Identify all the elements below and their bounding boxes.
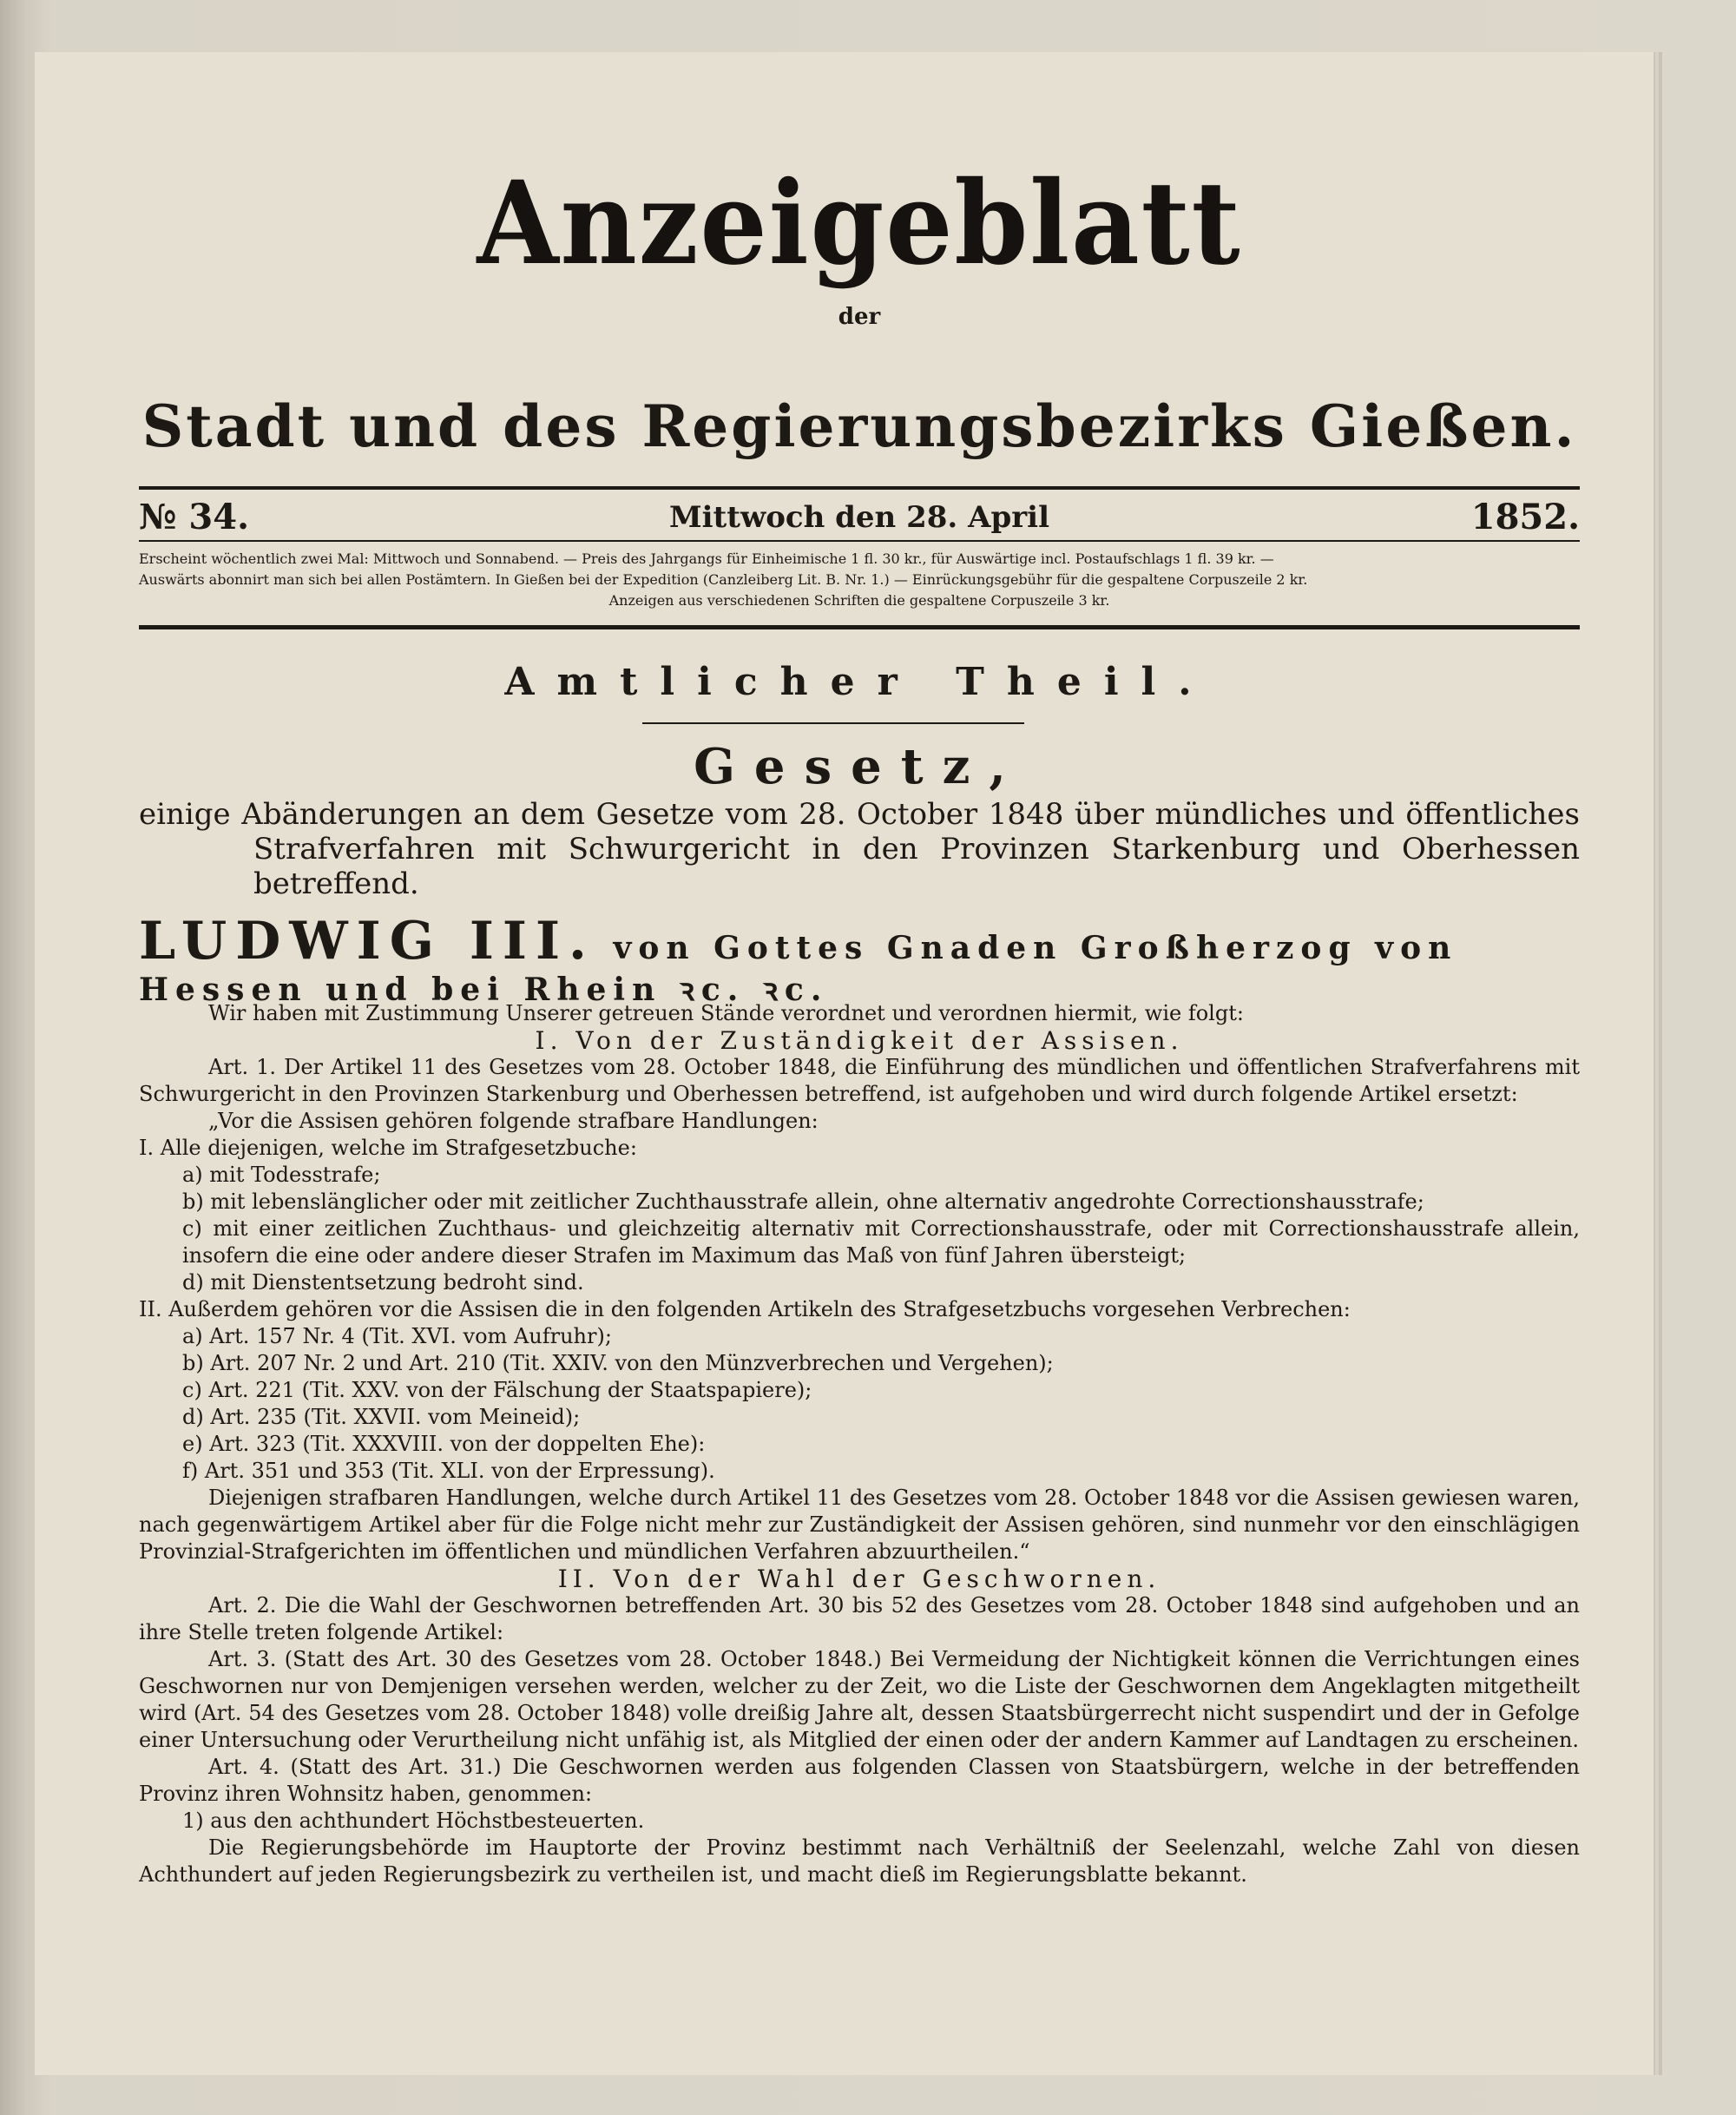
rule-top bbox=[139, 486, 1580, 490]
item-I-d: d) mit Dienstentsetzung bedroht sind. bbox=[182, 1270, 584, 1295]
subscription-line-1: Erscheint wöchentlich zwei Mal: Mittwoch und Sonnabend. — Preis des Jahrgangs für Einheimische 1 fl. 30 kr., für Auswärtige incl. Postaufschlags 1 fl. 39 kr. — bbox=[139, 550, 1274, 567]
quote-intro: „Vor die Assisen gehören folgende strafbare Handlungen: bbox=[208, 1109, 819, 1133]
subscription-line-2: Auswärts abonnirt man sich bei allen Postämtern. In Gießen bei der Expedition (Canzleiberg Lit. B. Nr. 1.) — Einrückungsgebühr für die gespaltene Corpuszeile 2 kr. bbox=[139, 571, 1308, 588]
intro-paragraph: Wir haben mit Zustimmung Unserer getreuen Stände verordnet und verordnen hiermit, wie folgt: bbox=[208, 1001, 1244, 1025]
item-II-a: a) Art. 157 Nr. 4 (Tit. XVI. vom Aufruhr); bbox=[182, 1324, 612, 1348]
issue-date: Mittwoch den 28. April bbox=[668, 500, 1049, 535]
article-2: Art. 2. Die die Wahl der Geschwornen betreffenden Art. 30 bis 52 des Gesetzes vom 28. October 1848 sind aufgehoben und an ihre Stelle treten folgende Artikel: bbox=[139, 1593, 1580, 1644]
masthead-der: der bbox=[838, 304, 881, 330]
article-1: Art. 1. Der Artikel 11 des Gesetzes vom 28. October 1848, die Einführung des mündlichen und öffentlichen Strafverfahrens mit Schwurgericht in den Provinzen Starkenburg und Oberhessen betreffend, ist aufgehoben und wird durch folgende Artikel ersetzt: bbox=[139, 1055, 1580, 1106]
section-2-heading: II. Von der Wahl der Geschwornen. bbox=[557, 1565, 1161, 1593]
section-heading: Amtlicher Theil. bbox=[504, 660, 1214, 704]
subscription-info bbox=[139, 549, 1580, 611]
item-II-c: c) Art. 221 (Tit. XXV. von der Fälschung der Staatspapiere); bbox=[182, 1378, 812, 1402]
law-heading: Gesetz, bbox=[694, 738, 1025, 795]
item-II-f: f) Art. 351 und 353 (Tit. XLI. von der Erpressung). bbox=[182, 1459, 715, 1483]
item-II: II. Außerdem gehören vor die Assisen die in den folgenden Artikeln des Strafgesetzbuchs vorgesehen Verbrechen: bbox=[139, 1297, 1351, 1321]
item-I-c: c) mit einer zeitlichen Zuchthaus- und gleichzeitig alternativ mit Correctionshausstrafe, oder mit Correctionshausstrafe allein, insofern die eine oder andere dieser Strafen im Maximum das Maß von fünf Jahren übersteigt; bbox=[182, 1216, 1580, 1268]
law-title bbox=[139, 797, 1580, 901]
article-4-item-1: 1) aus den achthundert Höchstbesteuerten. bbox=[182, 1809, 645, 1833]
sovereign-title: von Gottes Gnaden Großherzog von Hessen und bei Rhein ꝛc. ꝛc. bbox=[139, 930, 1458, 1008]
issue-year: 1852. bbox=[1470, 497, 1580, 537]
issue-number: № 34. bbox=[139, 497, 249, 537]
newspaper-page bbox=[35, 52, 1654, 2075]
article-3: Art. 3. (Statt des Art. 30 des Gesetzes vom 28. October 1848.) Bei Vermeidung der Nichtigkeit können die Verrichtungen eines Geschwornen nur von Demjenigen versehen werden, welcher zu der Zeit, wo die Liste der Geschwornen dem Angeklagten mitgetheilt wird (Art. 54 des Gesetzes vom 28. October 1848) volle dreißig Jahre alt, dessen Staatsbürgerrecht nicht suspendirt und der in Gefolge einer Untersuchung oder Verurtheilung nicht unfähig ist, als Mitglied der einen oder der andern Kammer auf Landtagen zu erscheinen. bbox=[139, 1647, 1580, 1752]
item-I-a: a) mit Todesstrafe; bbox=[182, 1163, 381, 1187]
law-title-text: einige Abänderungen an dem Gesetze vom 28. October 1848 über mündliches und öffentliches Strafverfahren mit Schwurgericht in den Provinzen Starkenburg und Oberhessen betreffend. bbox=[139, 797, 1580, 901]
issue-row bbox=[139, 497, 1580, 542]
item-II-d: d) Art. 235 (Tit. XXVII. vom Meineid); bbox=[182, 1405, 581, 1429]
sovereign-name: LUDWIG III. bbox=[139, 911, 595, 972]
item-II-e: e) Art. 323 (Tit. XXXVIII. von der doppelten Ehe): bbox=[182, 1432, 706, 1456]
short-divider bbox=[642, 722, 1024, 724]
subscription-line-3: Anzeigen aus verschiedenen Schriften die gespaltene Corpuszeile 3 kr. bbox=[608, 592, 1110, 609]
article-4: Art. 4. (Statt des Art. 31.) Die Geschwornen werden aus folgenden Classen von Staatsbürgern, welche in der betreffenden Provinz ihren Wohnsitz haben, genommen: bbox=[139, 1755, 1580, 1806]
item-I: I. Alle diejenigen, welche im Strafgesetzbuche: bbox=[139, 1136, 637, 1160]
rule-thick bbox=[139, 625, 1580, 629]
item-I-b: b) mit lebenslänglicher oder mit zeitlicher Zuchthausstrafe allein, ohne alternativ angedrohte Correctionshausstrafe; bbox=[182, 1189, 1424, 1214]
closing-paragraph: Diejenigen strafbaren Handlungen, welche durch Artikel 11 des Gesetzes vom 28. October 1848 vor die Assisen gewiesen waren, nach gegenwärtigem Artikel aber für die Folge nicht mehr zur Zuständigkeit der Assisen gehören, sind nunmehr vor den einschlägigen Provinzial-Strafgerichten im öffentlichen und mündlichen Verfahren abzuurtheilen.“ bbox=[139, 1486, 1580, 1564]
masthead-subtitle: Stadt und des Regierungsbezirks Gießen. bbox=[141, 392, 1577, 460]
law-body bbox=[139, 1000, 1580, 1888]
masthead-title: Anzeigeblatt bbox=[477, 156, 1242, 291]
section-1-heading: I. Von der Zuständigkeit der Assisen. bbox=[535, 1026, 1184, 1055]
sovereign-line bbox=[139, 911, 1580, 1011]
article-4-closing: Die Regierungsbehörde im Hauptorte der Provinz bestimmt nach Verhältniß der Seelenzahl, welche Zahl von diesen Achthundert auf jeden Regierungsbezirk zu vertheilen ist, und macht dieß im Regierungsblatte bekannt. bbox=[139, 1835, 1580, 1887]
item-II-b: b) Art. 207 Nr. 2 und Art. 210 (Tit. XXIV. von den Münzverbrechen und Vergehen); bbox=[182, 1351, 1054, 1375]
rule-under-issue bbox=[139, 540, 1580, 542]
